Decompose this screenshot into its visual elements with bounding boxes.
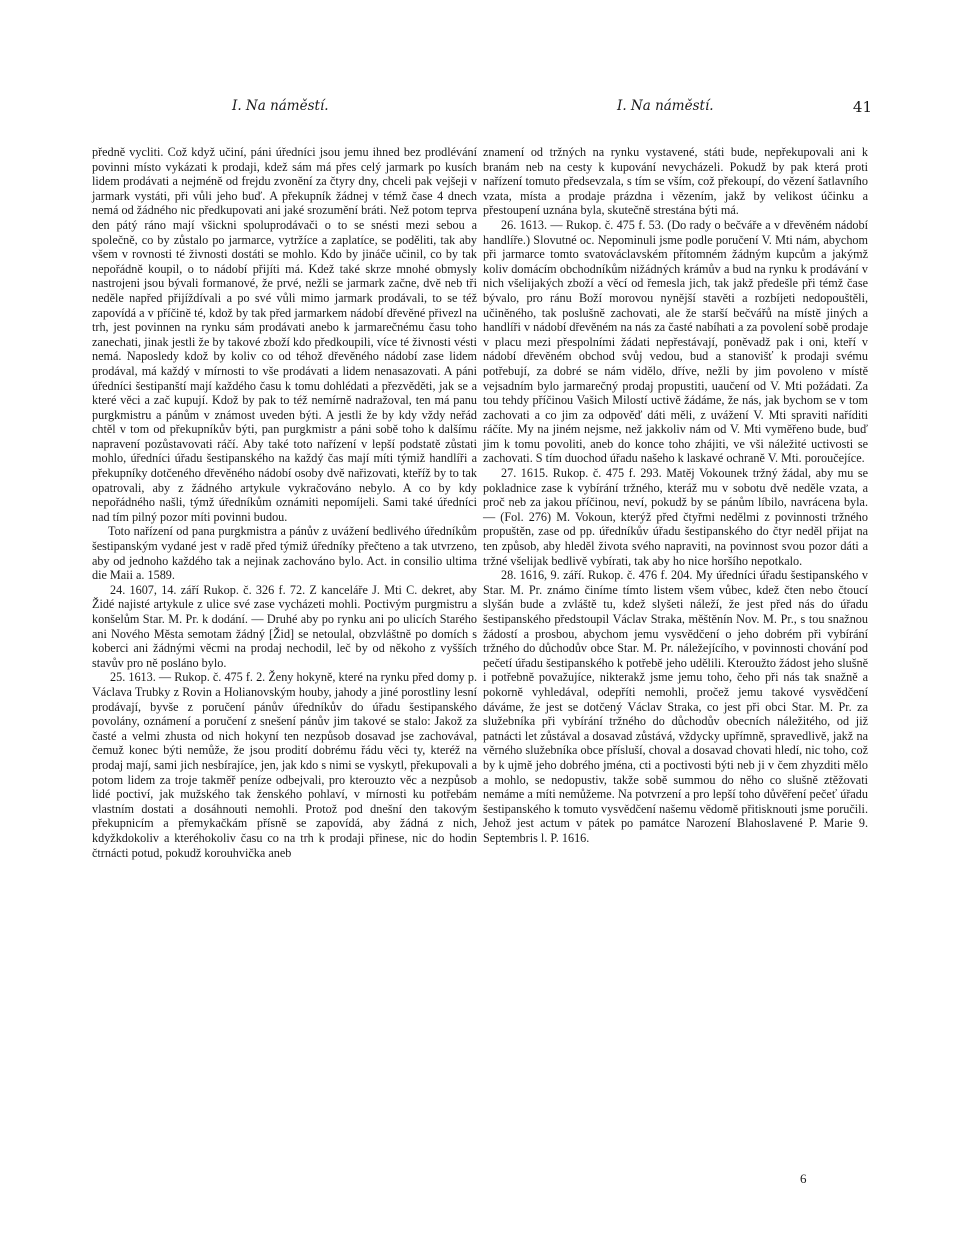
entry-24: 24. 1607, 14. září Rukop. č. 326 f. 72. Z kanceláře J. Mti C. dekret, aby Židé najisté artykule z ulice své zase vycházeti mohli. Poctivým purgmistru a konšelům Star. M. Pr. k dodání. — Druhé aby po rynku ani po ulicích Starého ani Nového Města semotam žádný [Žid] se netoulal, obzvláštně po domích s koberci ani žádnými věcmi na prodaj nechodil, leč by od někoho z vyšších stavův pro ně posláno bylo.	[92, 582, 477, 670]
signature-mark: 6	[800, 1171, 807, 1186]
right-running-title: I. Na náměstí.	[617, 98, 714, 114]
entry-28: 28. 1616, 9. září. Rukop. č. 476 f. 204. My úředníci úřadu šestipanského v Star. M. Pr. známo činíme tímto listem všem vůbec, kdež čten nebo čtoucí slyšán bude a zvláště tu, kdež slyšeti náleží, že jest před nás do úřadu šestipanského předstoupil Václav Straka, měštěnín Nov. M. Pr., s tou snažnou žádostí a prosbou, abychom jemu vysvědčení o jeho dobrém při vybírání tržného do důchodův obce Star. M. Pr. náležejícího, v povinnosti chování pod pečetí úřadu šestipanského k potřebě jeho udělili. Kteroužto žádost jeho slušně i potřebně považujíce, nikterakž jsme jemu toho, čeho při nás tak snažně a pokorně vyhledával, odepříti nemohli, pročež jemu takové vysvědčení dáváme, že jest se dotčený Václav Straka, co jest při obci Star. M. Pr. za služebníka při vybírání tržného do důchodův obecních náležitého, od již patnácti let zůstával a dosavad zůstává, vždycky upřímně, spravedlivě, jakž na věrného služebníka obce přísluší, choval a dosavad chovati hledí, nic toho, což by k ujmě jeho dobrého jména, cti a poctivosti býti neb ji v čem zhyzditi mělo a mohlo, se nedopustiv, takže sobě summou do něho co slušně ztěžovati nemáme a míti nemůžeme. Na potvrzení a pro lepší toho důvěření pečeť úřadu šestipanského k tomuto vysvědčení našemu vědomě přitisknouti jsme poručili. Jehož jest actum v pátek po památce Narození Blahoslavené P. Marie 9. Septembris l. P. 1616.	[483, 568, 868, 845]
paragraph: znamení od tržných na rynku vystavené, státi bude, nepřekupovali ani k branám neb na cesty k kupování nevycházeli. Pokudž by pak která proti nařízení tomuto předsevzala, s tím se vším, což překoupí, do vězení šatlavního vzata, místa a prodaje prázdna i vězením, jakž by velikost účinku a přestoupení uznána byla, skutečně strestána býti má.	[483, 145, 868, 218]
running-header	[92, 98, 872, 122]
left-running-title: I. Na náměstí.	[232, 98, 329, 114]
entry-25: 25. 1613. — Rukop. č. 475 f. 2. Ženy hokyně, které na rynku před domy p. Václava Trubky z Rovin a Holianovským houby, jahody a jiné porostliny lesní prodávají, byvše z poručení pánův úředníkův do úřadu šestipanského povolány, oznámení a poručení z snešení pánův jim takové se stalo: Jakož za časté a velmi zhusta od nich hokyní ten nezpůsob dosavad jse zachovával, čemuž konec býti nemůže, že jsou prodití dobrému řádu věci ty, kteréž na prodaj mají, sami jich nesbírajíce, jen, jak kdo s nimi se vyskytl, překupovali a potom lidem za troje takměř peníze odbejvali, pro kterouzto věc a nezpůsob lidé poctiví, jak mužského tak ženského pohlaví, v mírnosti ku potřebám vlastním dostati a dosáhnouti nemohli. Protož pod dnešní den takovým překupnicím a přemykačkám přísně se zapovídá, aby žádná z nich, kdyžkdokoliv a kteréhokoliv času co na trh k prodaji přinese, nic do hodin čtrnácti potud, pokudž korouhvička aneb	[92, 670, 477, 860]
paragraph: předně vycliti. Což když učiní, páni úředníci jsou jemu ihned bez prodlévání povinni místo vykázati k prodaji, kdež sám má přes celý jarmark po kusích lidem prodávati a nejméně od frejdu zvonění za čtyry dny, chceli pak vejšeji v jarmark vystáti, při vůli jeho buď. A překupník žádnej v témž čase 4 dnech nemá od žádného nic předkupovati ani jaké srozumění bráti. Než potom teprva den pátý ráno mají všickni spoluprodávači o to se snésti mezi sebou a společně, co by zůstalo po jarmarce, vytržíce a zaplatíce, se poděliti, tak aby všem v rovnosti té živnosti dostáti se mohlo. Kdo by jináče učinil, co by tak nepořádně koupil, o to nádobí přijíti má. Kdež také skrze mnohé obmysly nastrojeni jsou bývali formanové, že prvé, nežli se jarmark začne, dvě neb tři neděle napřed přijíždívali a po své vůli mimo jarmark prodávali, to se též zapovídá a v příčině té, kdož by tak před jarmarkem nádobí dřevěné přivezl na trh, jest povinnen na rynku sám prodávati anebo k jarmarečnému času toho zanechati, jinak jestli že by takové zboží kdo předkoupili, více té živnosti vésti nemá. Naposledy kdož by koliv co od téhož dřevěného nádobí zase lidem prodával, má každý v mírnosti to vše prodávati a lidem nenasazovati. A páni úředníci šestipanští mají každého času k tomu dohlédati a přezvěděti, jak se a které věci a zač kupují. Kdož by pak to též nemírně nadražoval, ten má panu purgkmistru a pánům v známost uveden býti. A jestli že by kdy vždy neřád chtěl v tom od překupníkův býti, pan purgkmistr a páni sobě toho k dalšímu napravení pozůstavovati ráčí. Aby také toto nařízení v lepší podstatě zůstati mohlo, úředníci úřadu šestipanského na každý čas mají míti týmiž handlíři a překupníky dotčeného dřevěného nádobí osoby dvě nařizovati, kteříž by to tak opatrovali, aby z žádného artykule vykračováno nebylo. A co by kdy nepořádného našli, týmž úředníkům oznámiti nepomíjeli. Sami také úředníci nad tím pilný pozor míti povinni budou.	[92, 145, 477, 524]
entry-26: 26. 1613. — Rukop. č. 475 f. 53. (Do rady o bečváře a v dřevěném nádobí handlíře.) Slovutné oc. Nepominuli jsme podle poručení V. Mti nám, abychom při jarmarce tomto svatováclavském přítomném žádným kupcům a jakýmž koliv domácím obchodníkům nižádných krámův a bud na rynku k prodávání v nich všelijakých zboží a věcí od řemesla jich, tak jakž předešle při témž čase bývalo, pro ránu Boží morovou nynější stavěti a rozbíjeti nedopouštěli, učiněného, tak poslušně zachovati, ale že starší bečvářů na místě jiných a handlíři v nádobí dřevěném na nás za časté nabíhati a za povolení sobě prodaje v placu mezi přespolními žádati nepřestávají, poněvadž pak i oni, kteří v nádobí dřevěném obchod svůj vedou, bud a stanovišť k prodaji svému potřebují, za dobré se nám vidělo, dříve, nežli by jim povoleno v místě vejsadním bylo jarmarečný prodaj propustiti, uaučení od V. Mti požádati. Za tou tehdy příčinou Vašich Milostí uctivě žádáme, že nás, jak bychom se v tom zachovati a co jim za odpověď dáti měli, z uvážení V. Mti spraviti naříditi ráčíte. My na jiném nejsme, než jakkoliv nám od V. Mti vyměřeno bude, buď jim k tomu povoliti, aneb do konce toho zhájiti, ve vši náležité uctivosti se zachovati. S tím duochod úřadu našeho k laskavé ochraně V. Mti. poroučejíce.	[483, 217, 868, 466]
left-column	[92, 145, 477, 860]
paragraph: Toto nařízení od pana purgkmistra a pánův z uvážení bedlivého úředníkům šestipanským vydané jest v radě před týmiž úředníky přečteno a tak utvrzeno, aby od jednoho každého tak a nejinak zachováno bylo. Act. in consilio ultima die Maii a. 1589.	[92, 524, 477, 583]
right-column	[483, 145, 868, 846]
page-number: 41	[852, 98, 872, 116]
entry-27: 27. 1615. Rukop. č. 475 f. 293. Matěj Vokounek tržný žádal, aby mu se pokladnice zase k vybírání tržného, kteráž mu v sobotu dvě neděle vzata, a proč neb za jakou příčinou, neví, pokudž by se pánům líbilo, navrácena byla. — (Fol. 276) M. Vokoun, kterýž před čtyřmi nedělmi z povinnosti tržného propuštěn, zase od pp. úředníkův úřadu šestipanského do čtyr neděl přijat na ten způsob, aby hleděl života svého napraviti, na povinnost svou pozor dáti a tržné všelijak bedlivě vybírati, tak aby ho nice horšího nepotkalo.	[483, 466, 868, 568]
